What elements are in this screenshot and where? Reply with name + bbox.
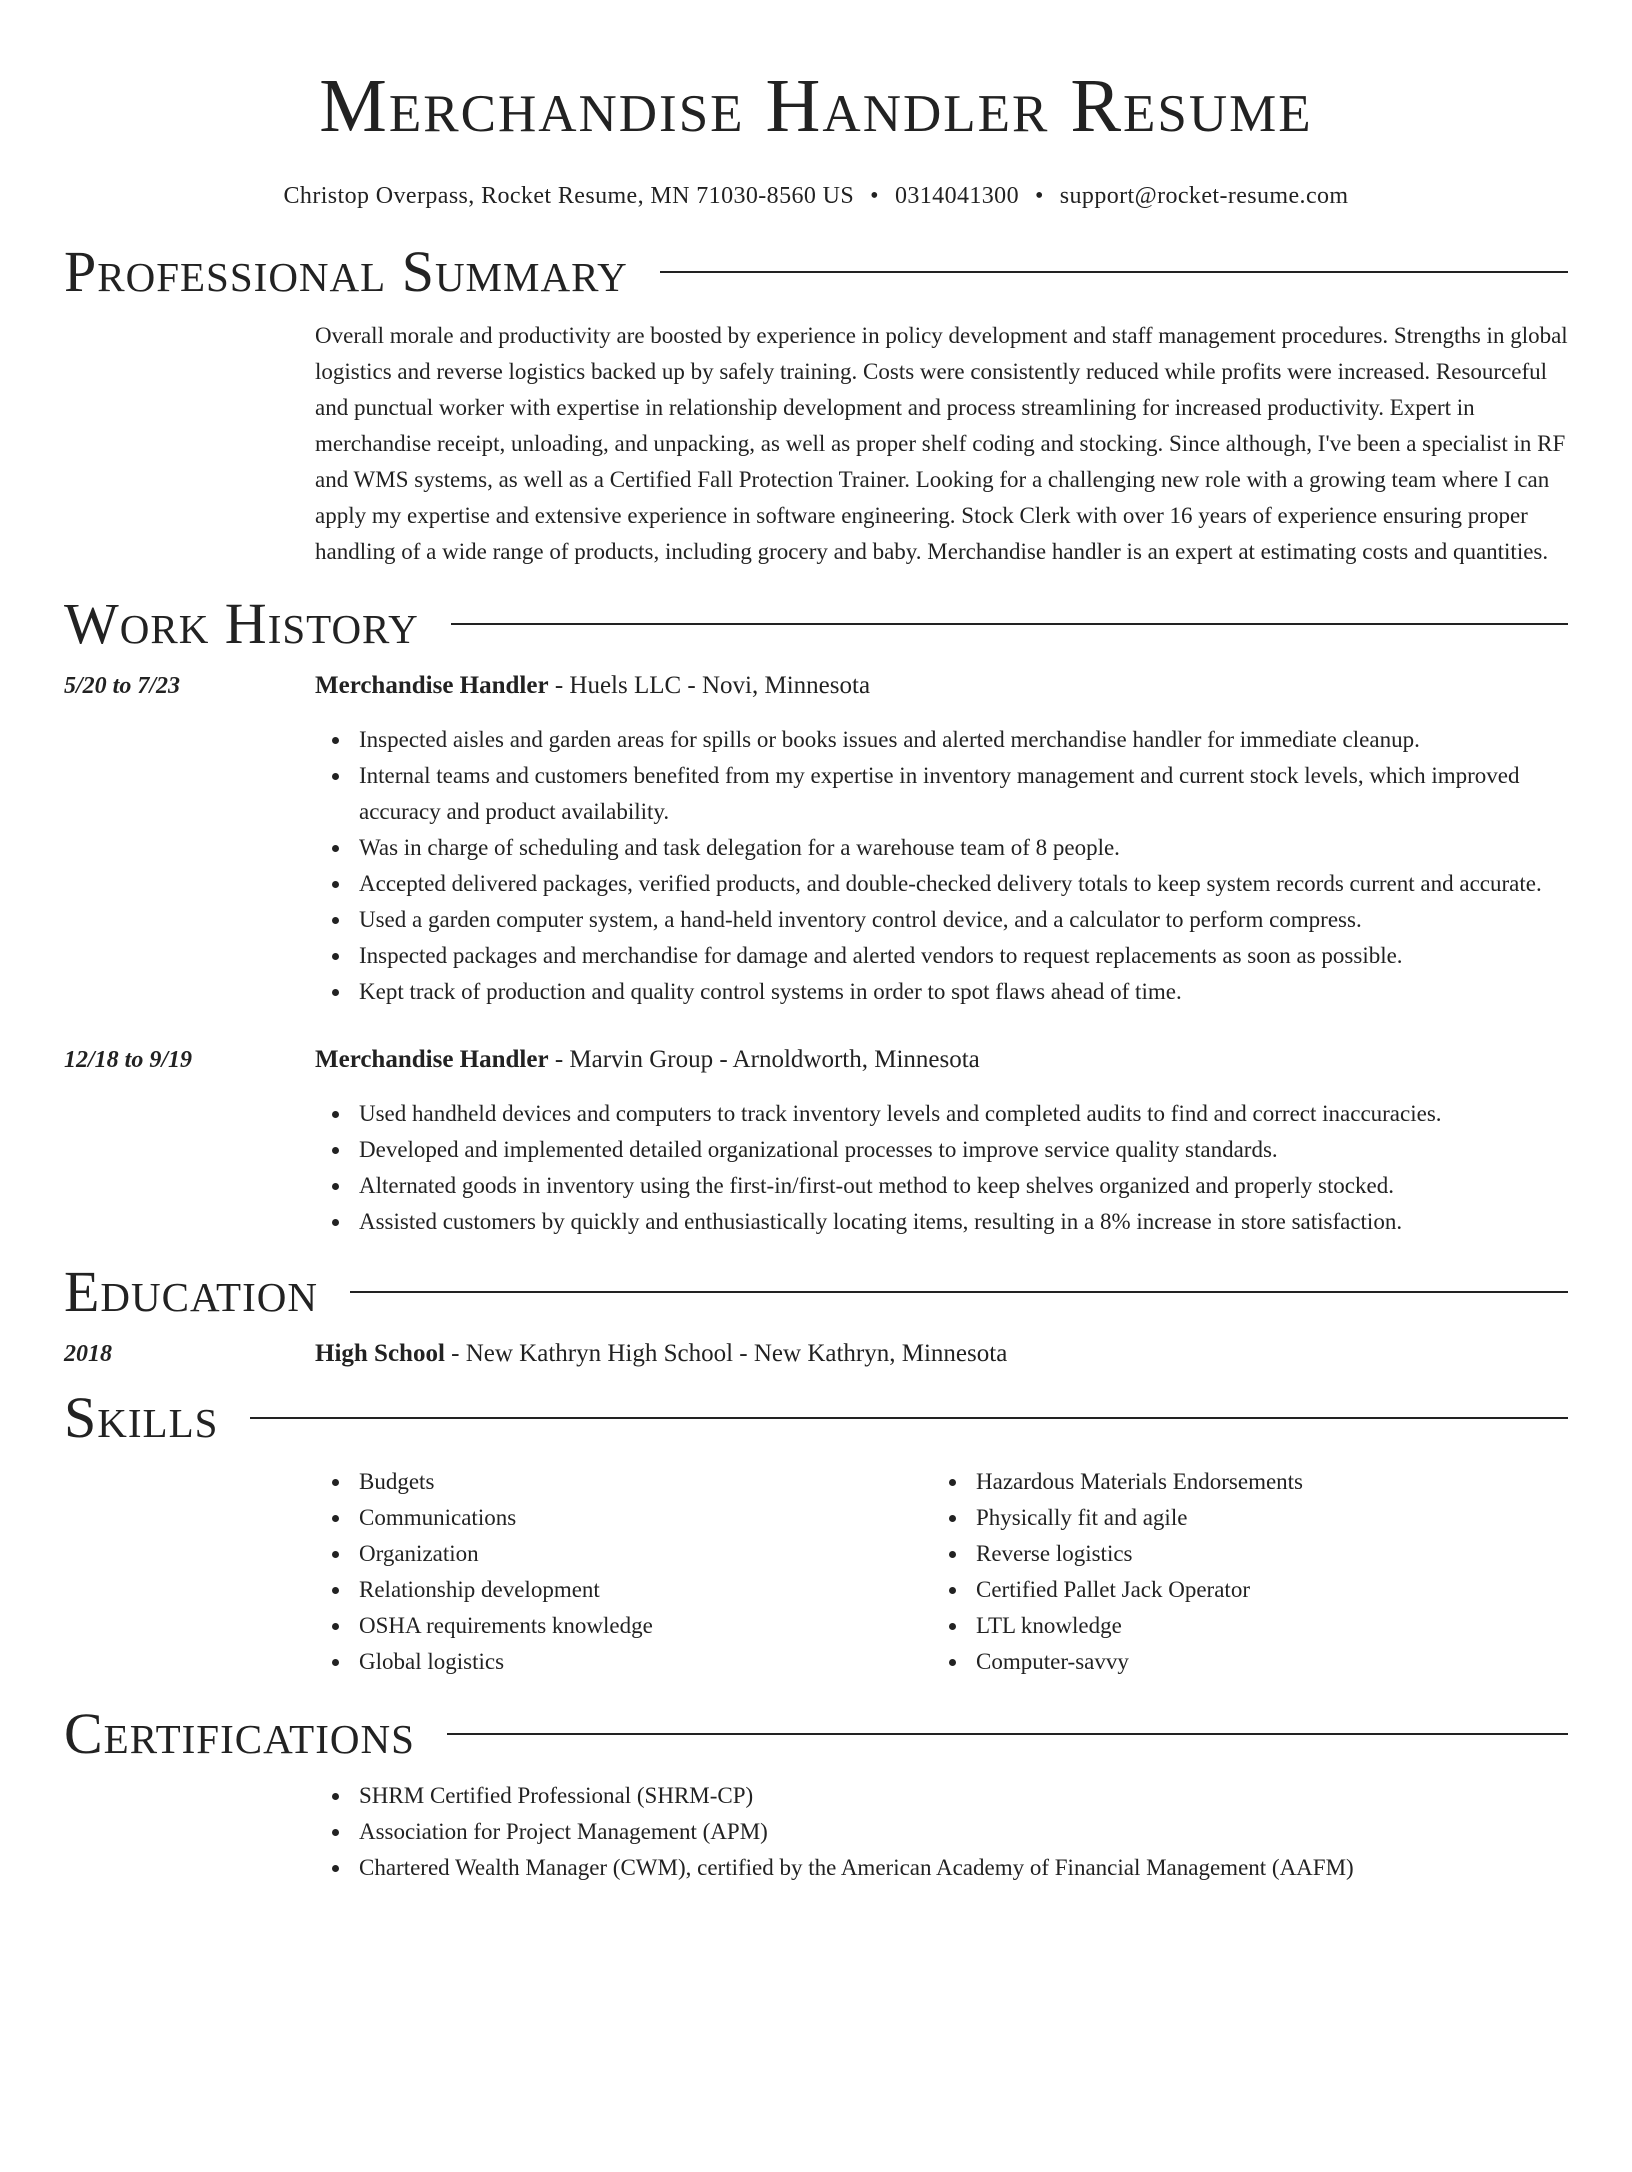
list-item: Kept track of production and quality control systems in order to spot flaws ahead of time. [359,974,1568,1010]
list-item: Was in charge of scheduling and task delegation for a warehouse team of 8 people. [359,830,1568,866]
section-title-education: Education [64,1259,318,1324]
skill-item: Global logistics [359,1644,932,1680]
job-entry [64,668,1568,1010]
education-section-header [64,1260,1568,1324]
section-divider [660,271,1568,273]
section-divider [451,623,1568,625]
job-dates: 5/20 to 7/23 [64,673,181,699]
job-dates: 12/18 to 9/19 [64,1047,193,1073]
section-title-summary: Professional Summary [64,239,628,304]
job-title: Merchandise Handler [315,1046,549,1073]
job-details: - Marvin Group - Arnoldworth, Minnesota [548,1046,980,1073]
job-title: Merchandise Handler [315,672,549,699]
skills-section-header [64,1386,1568,1450]
section-title-certifications: Certifications [64,1701,415,1766]
section-title-work: Work History [64,591,419,656]
job-entry [64,1042,1568,1240]
certification-item: SHRM Certified Professional (SHRM-CP) [359,1778,1568,1814]
list-item: Used handheld devices and computers to track inventory levels and completed audits to find and correct inaccuracies. [359,1096,1568,1132]
skill-item: Hazardous Materials Endorsements [976,1464,1303,1500]
contact-address: Christop Overpass, Rocket Resume, MN 71030-8560 US [283,183,855,209]
summary-section-header [64,240,1568,304]
skill-item: Organization [359,1536,932,1572]
contact-line [64,180,1568,212]
skill-item: Reverse logistics [976,1536,1303,1572]
skills-list-left [315,1464,932,1680]
job-heading [315,1042,980,1078]
education-degree: High School [315,1340,445,1367]
skills-list-right [932,1464,1303,1680]
contact-phone: 0314041300 [894,183,1019,209]
certifications-list [315,1778,1568,1886]
education-entry [64,1336,1568,1372]
education-heading [315,1336,1007,1372]
list-item: Accepted delivered packages, verified products, and double-checked delivery totals to keep system records current and accurate. [359,866,1568,902]
list-item: Inspected aisles and garden areas for spills or books issues and alerted merchandise handler for immediate cleanup. [359,722,1568,758]
section-divider [250,1417,1568,1419]
certification-item: Association for Project Management (APM) [359,1814,1568,1850]
bullet-separator: • [1034,183,1044,209]
list-item: Used a garden computer system, a hand-held inventory control device, and a calculator to perform compress. [359,902,1568,938]
certification-item: Chartered Wealth Manager (CWM), certified by the American Academy of Financial Management (AAFM) [359,1850,1568,1886]
skill-item: Relationship development [359,1572,932,1608]
bullet-separator: • [870,183,879,209]
list-item: Assisted customers by quickly and enthusiastically locating items, resulting in a 8% increase in store satisfaction. [359,1204,1568,1240]
contact-email: support@rocket-resume.com [1059,183,1349,209]
certifications-section-header [64,1702,1568,1766]
summary-paragraph: Overall morale and productivity are boosted by experience in policy development and staff management procedures. Strengths in global logistics and reverse logistics backed up by safely training. Costs were consistently reduced while profits were increased. Resourceful and punctual worker with expertise in relationship development and process streamlining for increased productivity. Expert in merchandise receipt, unloading, and unpacking, as well as proper shelf coding and stocking. Since although, I've been a specialist in RF and WMS systems, as well as a Certified Fall Protection Trainer. Looking for a challenging new role with a growing team where I can apply my expertise and extensive experience in software engineering. Stock Clerk with over 16 years of experience ensuring proper handling of a wide range of products, including grocery and baby. Merchandise handler is an expert at estimating costs and quantities. [315,323,1568,564]
job-details: - Huels LLC - Novi, Minnesota [548,672,871,699]
job-heading [315,668,870,704]
section-divider [447,1733,1568,1735]
list-item: Inspected packages and merchandise for damage and alerted vendors to request replacements as soon as possible. [359,938,1568,974]
work-section-header [64,592,1568,656]
skill-item: Physically fit and agile [976,1500,1303,1536]
education-details: - New Kathryn High School - New Kathryn, Minnesota [444,1340,1008,1367]
list-item: Alternated goods in inventory using the first-in/first-out method to keep shelves organized and properly stocked. [359,1168,1568,1204]
job-bullet-list [315,1096,1568,1240]
skill-item: Communications [359,1500,932,1536]
skill-item: OSHA requirements knowledge [359,1608,932,1644]
skills-grid [315,1464,1568,1680]
section-title-skills: Skills [64,1385,219,1450]
list-item: Developed and implemented detailed organizational processes to improve service quality standards. [359,1132,1568,1168]
resume-title: Merchandise Handler Resume [319,64,1313,148]
education-year: 2018 [64,1341,112,1367]
job-bullet-list [315,722,1568,1010]
skill-item: Computer-savvy [976,1644,1303,1680]
skill-item: Certified Pallet Jack Operator [976,1572,1303,1608]
list-item: Internal teams and customers benefited from my expertise in inventory management and current stock levels, which improved accuracy and product availability. [359,758,1568,830]
skill-item: LTL knowledge [976,1608,1303,1644]
skill-item: Budgets [359,1464,932,1500]
resume-page [0,60,1632,2172]
section-divider [350,1291,1568,1293]
